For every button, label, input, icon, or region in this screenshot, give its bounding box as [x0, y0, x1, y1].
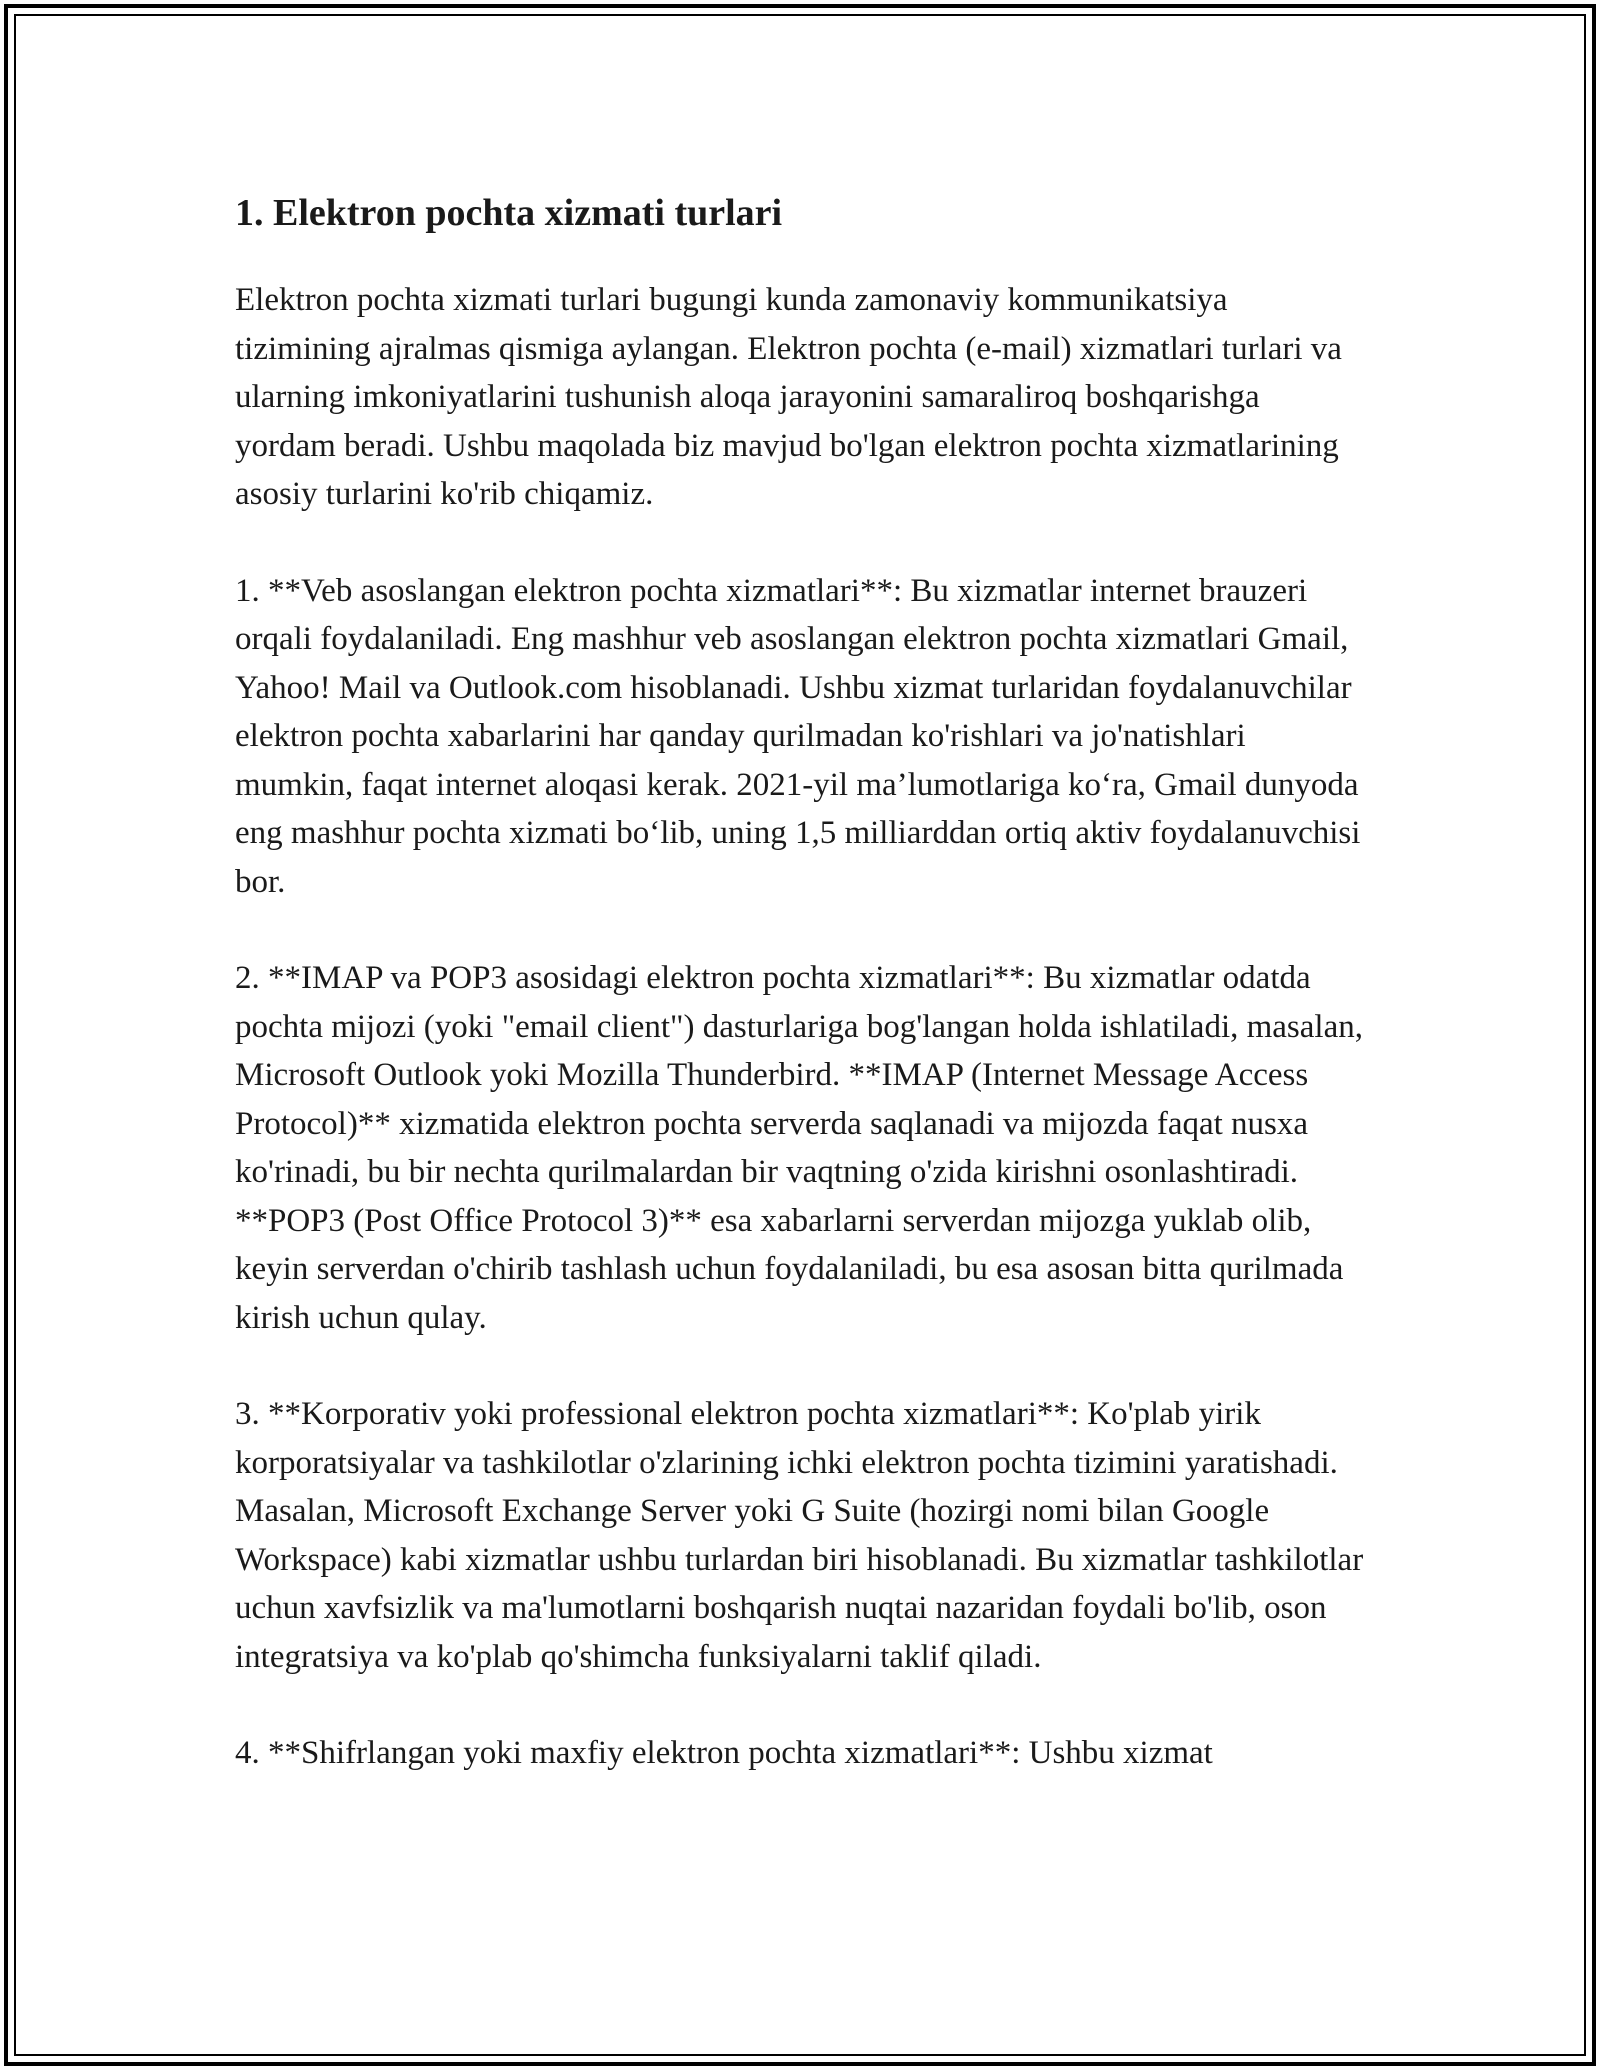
section-heading: 1. Elektron pochta xizmati turlari [235, 192, 783, 234]
paragraph-corporate-email: 3. **Korporativ yoki professional elektron pochta xizmatlari**: Ko'plab yirik korporatsiyalar va tashkilotlar o'zlarining ichki elektron pochta tizimini yaratishadi. Masalan, Microsoft Exchange Server yoki G Suite (hozirgi nomi bilan Google Workspace) kabi xizmatlar ushbu turlardan biri hisoblanadi. Bu xizmatlar tashkilotlar uchun xavfsizlik va ma'lumotlarni boshqarish nuqtai nazaridan foydali bo'lib, oson integratsiya va ko'plab qo'shimcha funksiyalarni taklif qiladi. [235, 1396, 1364, 1675]
document-body [235, 186, 1365, 1826]
paragraph-imap-pop3: 2. **IMAP va POP3 asosidagi elektron pochta xizmatlari**: Bu xizmatlar odatda pochta mijozi (yoki "email client") dasturlariga bog'langan holda ishlatiladi, masalan, Microsoft Outlook yoki Mozilla Thunderbird. **IMAP (Internet Message Access Protocol)** xizmatida elektron pochta serverda saqlanadi va mijozda faqat nusxa ko'rinadi, bu bir nechta qurilmalardan bir vaqtning o'zida kirishni osonlashtiradi. **POP3 (Post Office Protocol 3)** esa xabarlarni serverdan mijozga yuklab olib, keyin serverdan o'chirib tashlash uchun foydalaniladi, bu esa asosan bitta qurilmada kirish uchun qulay. [235, 960, 1363, 1336]
paragraph-encrypted-email: 4. **Shifrlangan yoki maxfiy elektron pochta xizmatlari**: Ushbu xizmat [235, 1735, 1213, 1771]
paragraph-web-email: 1. **Veb asoslangan elektron pochta xizmatlari**: Bu xizmatlar internet brauzeri orqali foydalaniladi. Eng mashhur veb asoslangan elektron pochta xizmatlari Gmail, Yahoo! Mail va Outlook.com hisoblanadi. Ushbu xizmat turlaridan foydalanuvchilar elektron pochta xabarlarini har qanday qurilmadan ko'rishlari va jo'natishlari mumkin, faqat internet aloqasi kerak. 2021-yil ma’lumotlariga ko‘ra, Gmail dunyoda eng mashhur pochta xizmati bo‘lib, uning 1,5 milliarddan ortiq aktiv foydalanuvchisi bor. [235, 572, 1361, 900]
intro-paragraph: Elektron pochta xizmati turlari bugungi kunda zamonaviy kommunikatsiya tizimining ajralmas qismiga aylangan. Elektron pochta (e-mail) xizmatlari turlari va ularning imkoniyatlarini tushunish aloqa jarayonini samaraliroq boshqarishga yordam beradi. Ushbu maqolada biz mavjud bo'lgan elektron pochta xizmatlarining asosiy turlarini ko'rib chiqamiz. [235, 282, 1342, 512]
